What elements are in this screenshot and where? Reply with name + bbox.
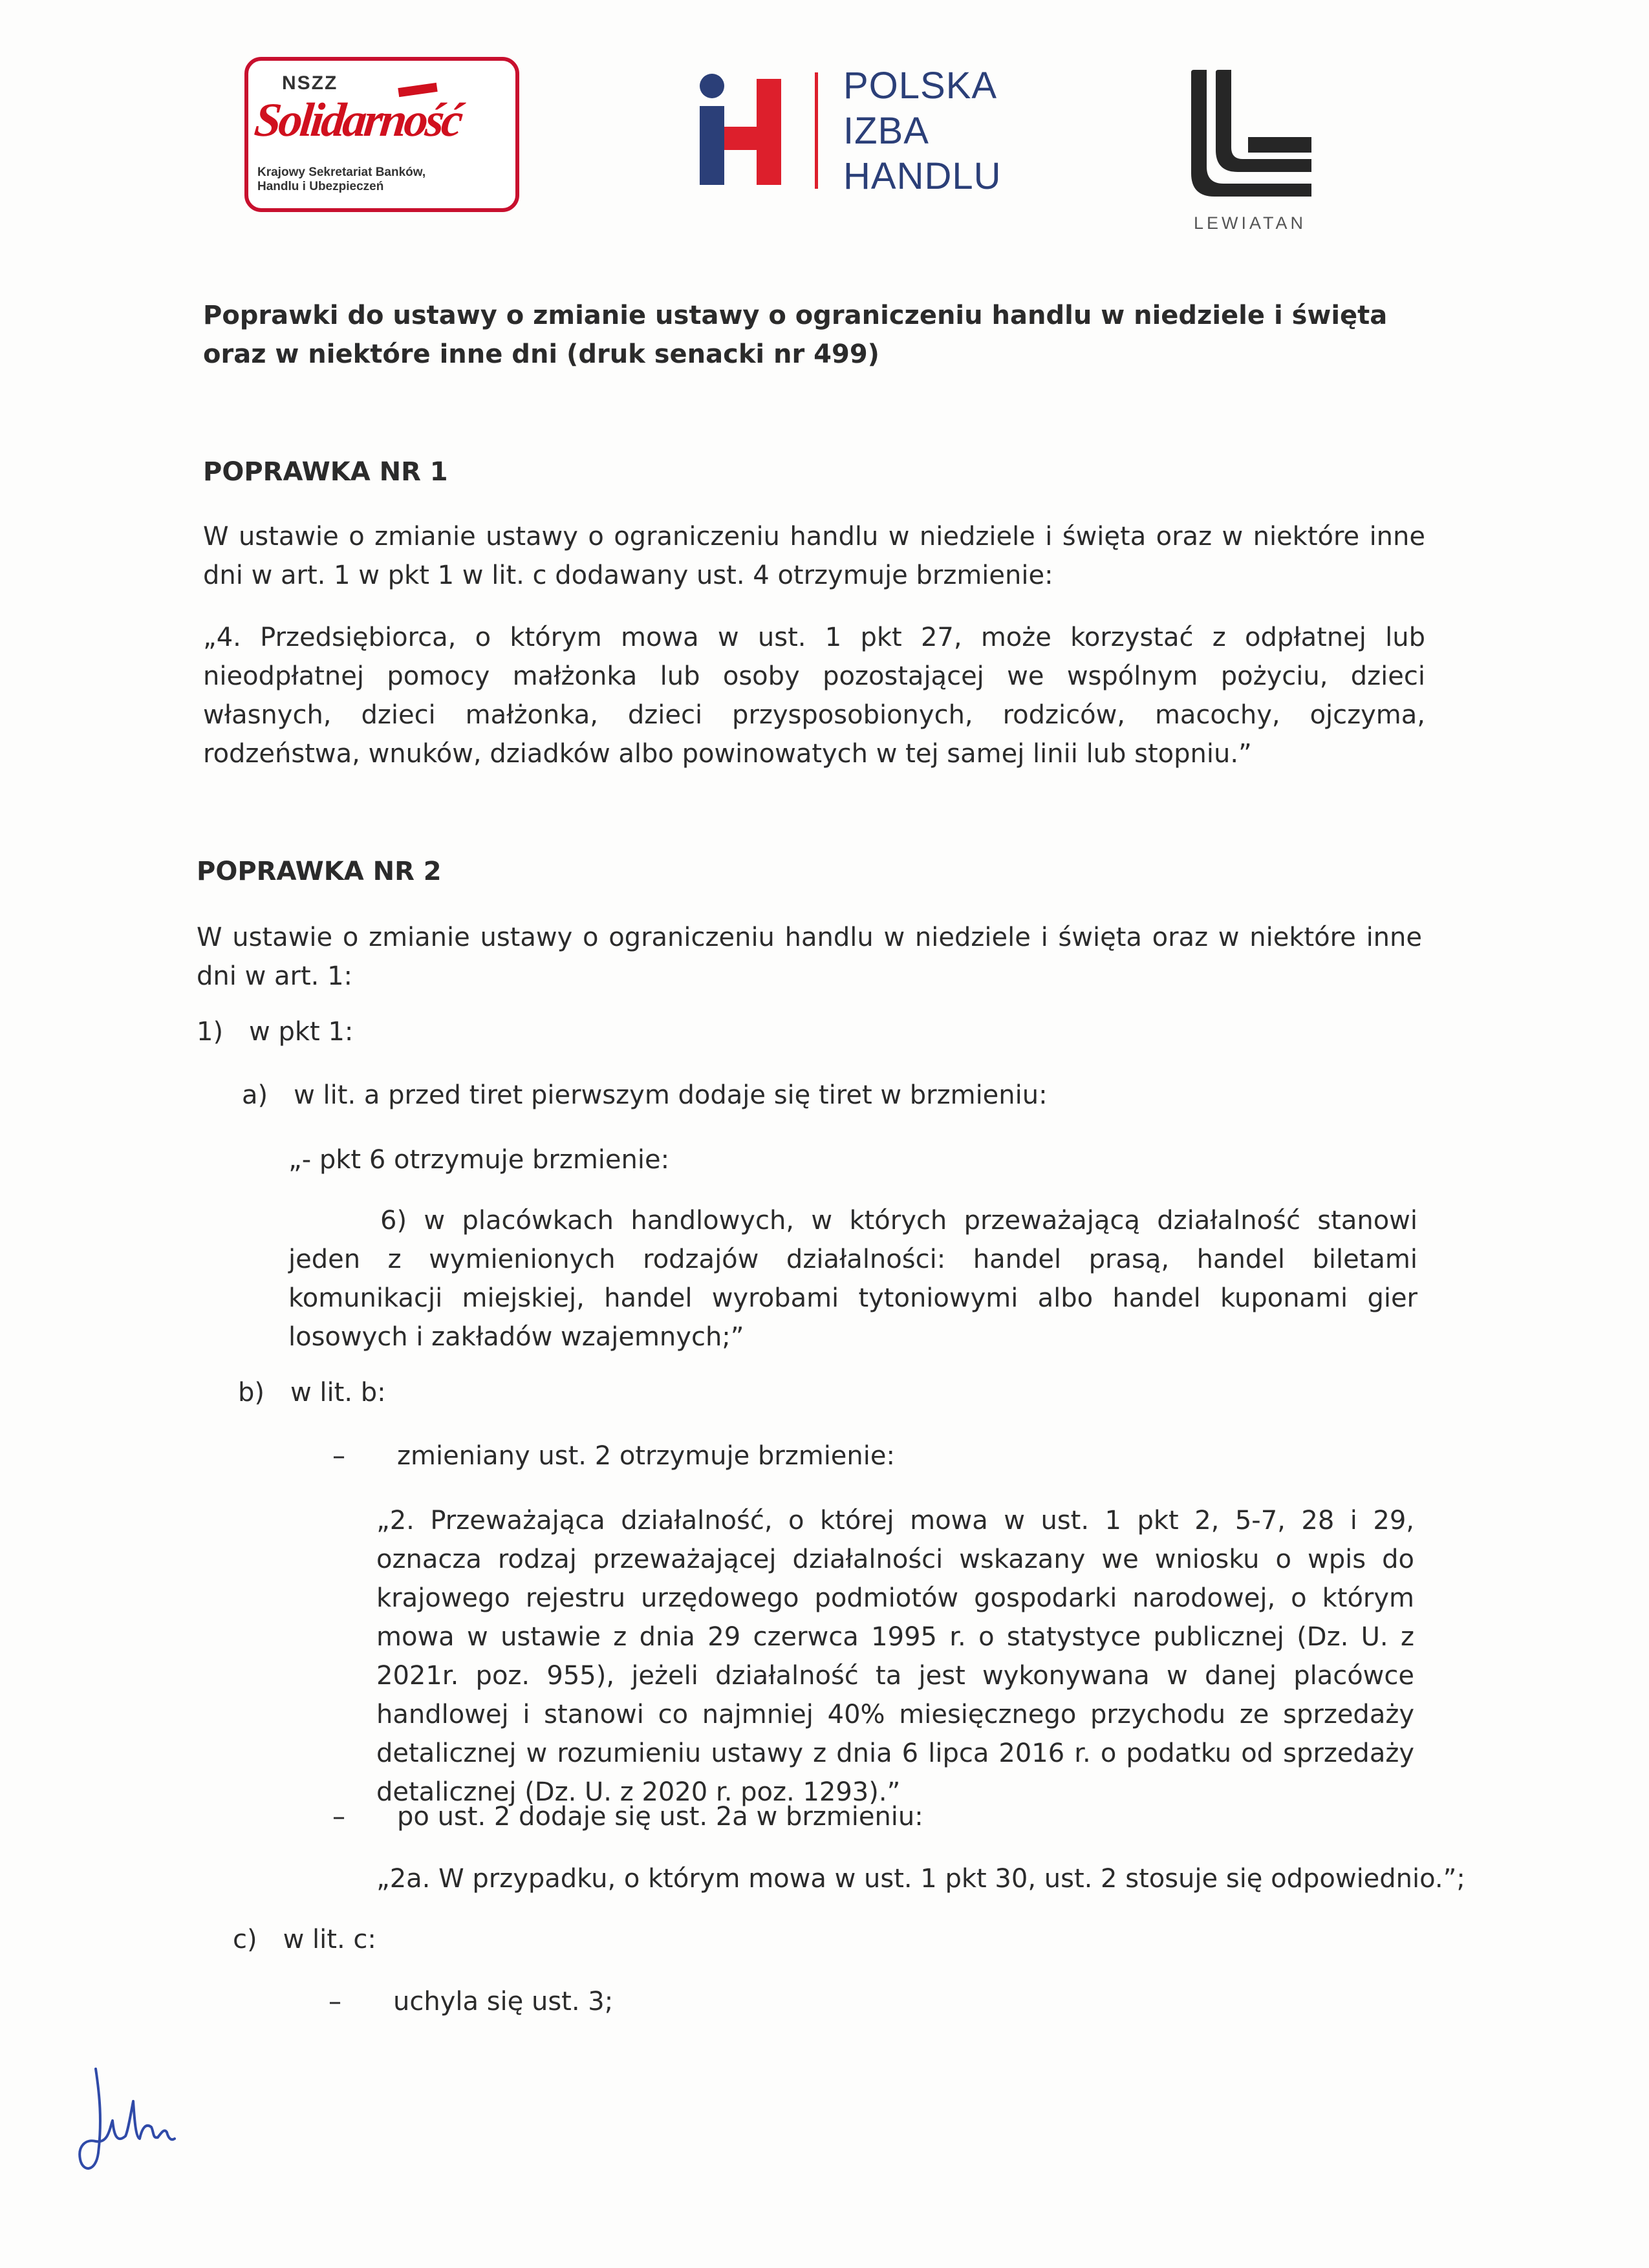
lewiatan-logo-text: LEWIATAN — [1194, 213, 1307, 233]
pih-divider — [815, 72, 818, 189]
amendment-2-intro: W ustawie o zmianie ustawy o ograniczeniu handlu w niedziele i święta oraz w niektóre inne dni w art. 1: — [197, 923, 1422, 991]
item-1: 1) w pkt 1: — [197, 1017, 354, 1047]
pih-line-1: POLSKA — [843, 65, 998, 107]
amendment-1-intro: W ustawie o zmianie ustawy o ograniczeniu handlu w niedziele i święta oraz w niektóre inne dni w art. 1 w pkt 1 w lit. c dodawany ust. 4 otrzymuje brzmienie: — [203, 522, 1425, 590]
amendment-1-quote: „4. Przedsiębiorca, o którym mowa w ust. 1 pkt 27, może korzystać z odpłatnej lub nieodpłatnej pomocy małżonka lub osoby pozostającej we wspólnym pożyciu, dzieci własnych, dzieci małżonka, dzieci przysposobionych, rodziców, macochy, ojczyma, rodzeństwa, wnuków, dziadków albo powinowatych w tej samej linii lub stopniu.” — [203, 623, 1425, 769]
pih-line-3: HANDLU — [843, 155, 1002, 197]
handwritten-initials-icon — [70, 2056, 199, 2185]
item-b-dash-2: – po ust. 2 dodaje się ust. 2a w brzmieniu: — [332, 1802, 923, 1832]
amendment-1-heading: POPRAWKA NR 1 — [203, 457, 448, 487]
nszz-logo-top: NSZZ — [282, 72, 338, 94]
item-a-text: 6) w placówkach handlowych, w których przeważającą działalność stanowi jeden z wymienionych rodzajów działalności: handel prasą, handel biletami komunikacji miejskiej, handel wyrobami tytoniowymi albo handel kuponami gier losowych i zakładów wzajemnych;” — [288, 1206, 1417, 1352]
document-title: Poprawki do ustawy o zmianie ustawy o ograniczeniu handlu w niedziele i święta oraz w niektóre inne dni (druk senacki nr 499) — [203, 301, 1388, 369]
polska-izba-handlu-logo — [697, 63, 1020, 206]
pih-dot-icon — [700, 74, 724, 98]
item-c-dash-1: – uchyla się ust. 3; — [329, 1987, 614, 2017]
pih-logo-text — [843, 63, 1002, 199]
solidarnosc-logo-text: Solidarność — [252, 94, 464, 147]
lewiatan-mark-icon — [1189, 70, 1318, 199]
pih-red-crossbar-icon — [724, 127, 757, 150]
pih-bar-icon — [700, 106, 724, 185]
lewiatan-logo — [1189, 70, 1331, 238]
nszz-logo-subtitle — [257, 166, 426, 194]
pih-line-2: IZBA — [843, 110, 929, 152]
nszz-subtitle-line-1: Krajowy Sekretariat Banków, — [257, 166, 426, 179]
nszz-subtitle-line-2: Handlu i Ubezpieczeń — [257, 180, 384, 193]
nszz-solidarnosc-logo — [244, 57, 519, 212]
item-a-quote: „- pkt 6 otrzymuje brzmienie: — [288, 1145, 670, 1175]
pih-red-bar-icon — [757, 79, 781, 185]
item-a: a) w lit. a przed tiret pierwszym dodaje się tiret w brzmieniu: — [242, 1080, 1048, 1110]
amendment-2-heading: POPRAWKA NR 2 — [197, 857, 442, 886]
item-c: c) w lit. c: — [233, 1925, 376, 1954]
item-b-quote-1: „2. Przeważająca działalność, o której mowa w ust. 1 pkt 2, 5-7, 28 i 29, oznacza rodzaj przeważającej działalności wskazany we wniosku o wpis do krajowego rejestru urzędowego podmiotów gospodarki narodowej, o którym mowa w ustawie z dnia 29 czerwca 1995 r. o statystyce publicznej (Dz. U. z 2021r. poz. 955), jeżeli działalność ta jest wykonywana w danej placówce handlowej i stanowi co najmniej 40% miesięcznego przychodu ze sprzedaży detalicznej w rozumieniu ustawy z dnia 6 lipca 2016 r. o podatku od sprzedaży detalicznej (Dz. U. z 2020 r. poz. 1293).” — [376, 1506, 1414, 1807]
item-b: b) w lit. b: — [238, 1378, 386, 1407]
item-b-quote-2: „2a. W przypadku, o którym mowa w ust. 1 pkt 30, ust. 2 stosuje się odpowiednio.”; — [376, 1864, 1465, 1894]
item-b-dash-1: – zmieniany ust. 2 otrzymuje brzmienie: — [332, 1441, 895, 1471]
